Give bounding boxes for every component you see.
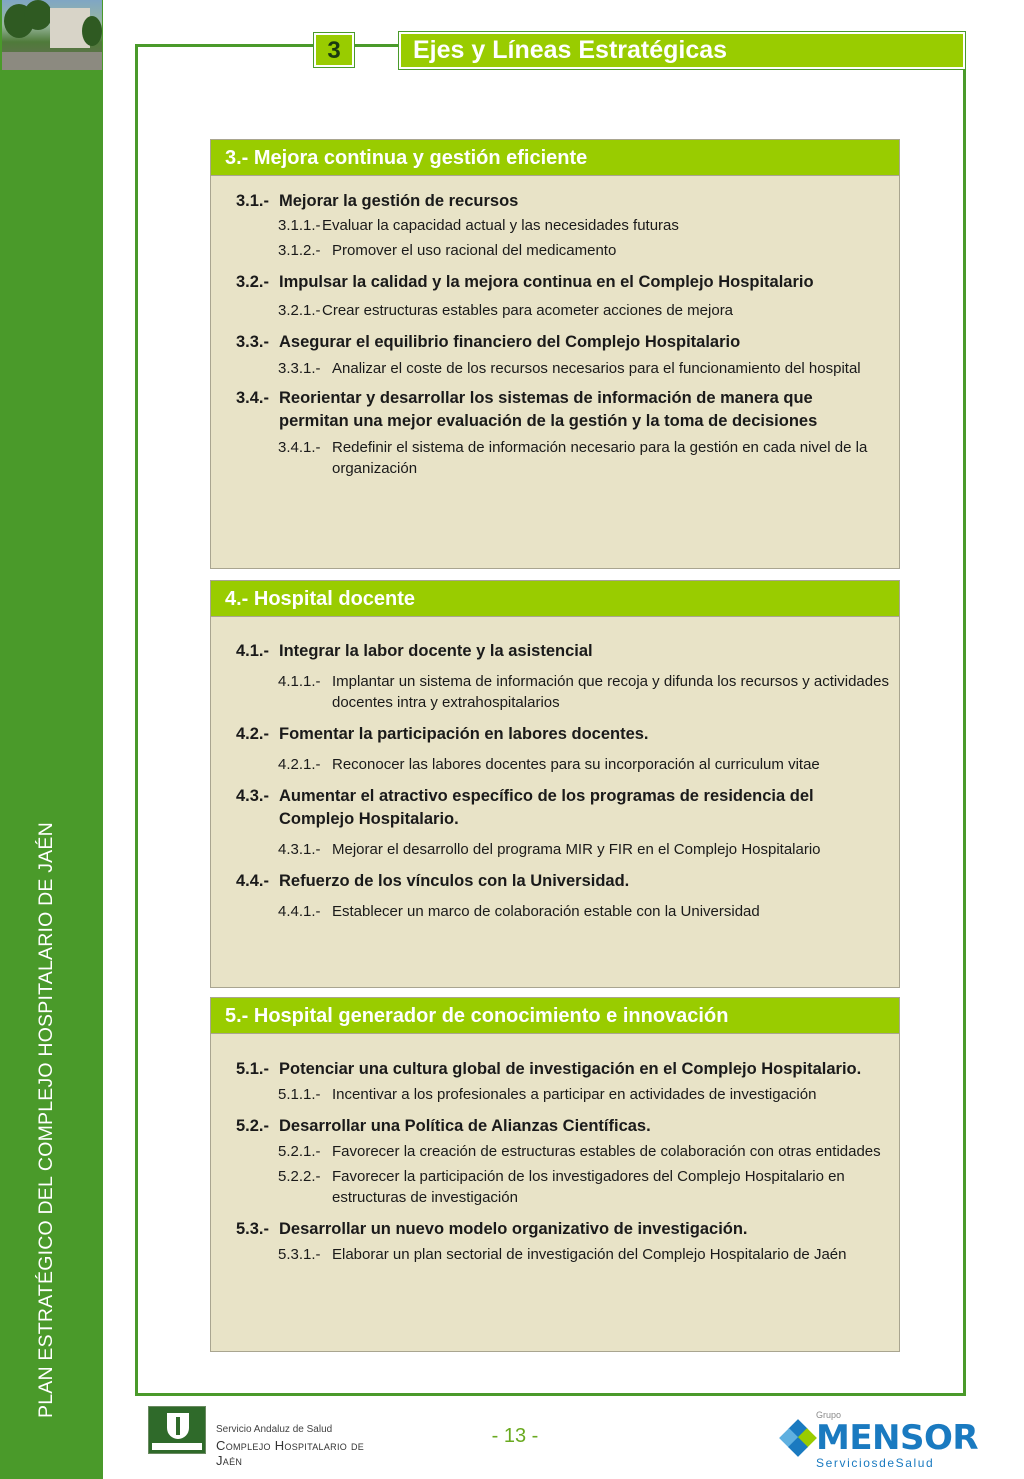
action-text: Crear estructuras estables para acometer acciones de mejora: [322, 302, 734, 319]
sas-name: Servicio Andaluz de Salud: [216, 1424, 333, 1435]
page-title: Ejes y Líneas Estratégicas: [399, 32, 965, 69]
mensor-tagline: ServiciosdeSalud: [816, 1456, 935, 1470]
action-number: 3.1.2.-: [278, 242, 321, 259]
action-text: Incentivar a los profesionales a participar en actividades de investigación: [332, 1086, 817, 1103]
objective-item: [236, 870, 886, 893]
mensor-mark-icon: [782, 1422, 814, 1454]
section-box-3: [210, 139, 900, 569]
objective-text: Mejorar la gestión de recursos: [279, 192, 519, 210]
action-number: 3.1.1.-: [278, 217, 321, 234]
objective-item: [236, 190, 886, 213]
sidebar: [0, 0, 103, 1479]
section-title: 3.- Mejora continua y gestión eficiente: [211, 140, 899, 176]
action-line: [278, 300, 898, 321]
hospital-photo: [2, 0, 102, 70]
objective-number: 4.2.-: [236, 725, 270, 743]
objective-number: 5.3.-: [236, 1220, 270, 1238]
section-box-4: [210, 580, 900, 988]
objective-number: 4.3.-: [236, 787, 270, 805]
action-number: 5.2.1.-: [278, 1143, 321, 1160]
objective-number: 3.1.-: [236, 192, 270, 210]
action-text: Redefinir el sistema de información necesario para la gestión en cada nivel de la organización: [332, 439, 868, 477]
objective-text: Integrar la labor docente y la asistencial: [279, 642, 593, 660]
objective-number: 3.2.-: [236, 273, 270, 291]
objective-text: Refuerzo de los vínculos con la Universidad.: [279, 872, 630, 890]
action-text: Evaluar la capacidad actual y las necesidades futuras: [322, 217, 679, 234]
objective-number: 5.2.-: [236, 1117, 270, 1135]
action-text: Favorecer la participación de los investigadores del Complejo Hospitalario en estructuras de investigación: [332, 1168, 845, 1206]
action-line: [278, 1166, 898, 1208]
action-number: 3.2.1.-: [278, 302, 321, 319]
action-number: 4.4.1.-: [278, 903, 321, 920]
mensor-wordmark: MENSOR: [816, 1418, 979, 1458]
action-line: [278, 358, 898, 379]
objective-item: [236, 331, 886, 354]
action-number: 5.1.1.-: [278, 1086, 321, 1103]
action-line: [278, 1084, 898, 1105]
action-number: 3.3.1.-: [278, 360, 321, 377]
action-line: [278, 754, 898, 775]
action-text: Reconocer las labores docentes para su incorporación al curriculum vitae: [332, 756, 820, 773]
objective-item: [236, 1058, 886, 1081]
action-number: 5.3.1.-: [278, 1246, 321, 1263]
action-line: [278, 901, 898, 922]
objective-text: Desarrollar una Política de Alianzas Científicas.: [279, 1117, 651, 1135]
junta-andalucia-emblem-icon: [148, 1406, 206, 1454]
action-text: Establecer un marco de colaboración estable con la Universidad: [332, 903, 760, 920]
section-box-5: [210, 997, 900, 1352]
objective-text: Reorientar y desarrollar los sistemas de información de manera que permitan una mejor evaluación de la gestión y la toma de decisiones: [279, 389, 818, 430]
objective-item: [236, 387, 886, 433]
mensor-group-label: Grupo: [816, 1410, 842, 1420]
action-text: Mejorar el desarrollo del programa MIR y FIR en el Complejo Hospitalario: [332, 841, 821, 858]
action-number: 5.2.2.-: [278, 1168, 321, 1185]
action-line: [278, 839, 898, 860]
mensor-logo: [782, 1410, 979, 1470]
section-title: 5.- Hospital generador de conocimiento e innovación: [211, 998, 899, 1034]
action-number: 3.4.1.-: [278, 439, 321, 456]
objective-number: 4.1.-: [236, 642, 270, 660]
objective-number: 3.3.-: [236, 333, 270, 351]
objective-item: [236, 1115, 886, 1138]
objective-number: 4.4.-: [236, 872, 270, 890]
action-text: Implantar un sistema de información que recoja y difunda los recursos y actividades docentes intra y extrahospitalarios: [332, 673, 889, 711]
action-line: [278, 215, 898, 236]
section-title: 4.- Hospital docente: [211, 581, 899, 617]
objective-item: [236, 271, 886, 294]
objective-number: 5.1.-: [236, 1060, 270, 1078]
objective-text: Impulsar la calidad y la mejora continua en el Complejo Hospitalario: [279, 273, 814, 291]
hospital-name: Complejo Hospitalario de Jaén: [216, 1438, 365, 1468]
objective-text: Aumentar el atractivo específico de los programas de residencia del Complejo Hospitalario.: [279, 787, 814, 828]
vertical-document-title: PLAN ESTRATÉGICO DEL COMPLEJO HOSPITALARIO DE JAÉN: [35, 822, 57, 1418]
section-number: 3: [314, 33, 354, 67]
action-number: 4.1.1.-: [278, 673, 321, 690]
objective-item: [236, 640, 886, 663]
sas-logo: [148, 1406, 388, 1468]
action-text: Elaborar un plan sectorial de investigación del Complejo Hospitalario de Jaén: [332, 1246, 847, 1263]
action-text: Favorecer la creación de estructuras estables de colaboración con otras entidades: [332, 1143, 881, 1160]
objective-item: [236, 785, 886, 831]
objective-text: Fomentar la participación en labores docentes.: [279, 725, 649, 743]
action-text: Analizar el coste de los recursos necesarios para el funcionamiento del hospital: [332, 360, 861, 377]
action-line: [278, 240, 898, 261]
objective-item: [236, 1218, 886, 1241]
objective-number: 3.4.-: [236, 389, 270, 407]
page-number: - 13 -: [491, 1425, 539, 1447]
objective-text: Potenciar una cultura global de investigación en el Complejo Hospitalario.: [279, 1060, 862, 1078]
objective-text: Desarrollar un nuevo modelo organizativo de investigación.: [279, 1220, 748, 1238]
action-number: 4.3.1.-: [278, 841, 321, 858]
action-line: [278, 437, 898, 479]
action-text: Promover el uso racional del medicamento: [332, 242, 617, 259]
action-line: [278, 1244, 898, 1265]
action-line: [278, 671, 898, 713]
action-line: [278, 1141, 898, 1162]
objective-text: Asegurar el equilibrio financiero del Complejo Hospitalario: [279, 333, 741, 351]
action-number: 4.2.1.-: [278, 756, 321, 773]
objective-item: [236, 723, 886, 746]
